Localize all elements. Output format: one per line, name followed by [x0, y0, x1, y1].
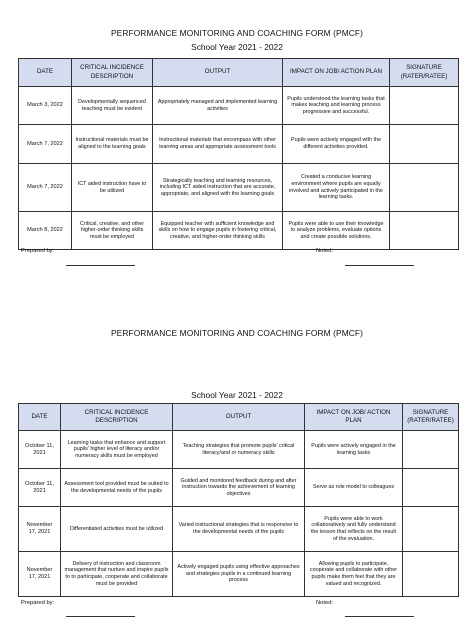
cell-date: November 17, 2021 [19, 507, 61, 552]
table-row [19, 212, 459, 250]
noted-signature-line [345, 265, 414, 266]
school-year: School Year 2021 - 2022 [191, 42, 283, 52]
cell-date: March 7, 2022 [19, 164, 72, 212]
cell-critical: Developmentally sequenced teaching must be evident [72, 87, 153, 125]
cell-impact: Pupils were able to use their knowledge to analyze problems, evaluate options and create possible solutions. [283, 212, 390, 250]
cell-signature [403, 507, 459, 552]
header-date: DATE [19, 404, 61, 431]
cell-critical: Learning tasks that enhance and support pupils' higher level of literacy and/or numeracy skills must be employed [61, 431, 173, 469]
form-title: PERFORMANCE MONITORING AND COACHING FORM (PMCF) [110, 28, 364, 38]
prepared-by-label: Prepared by: [21, 600, 55, 606]
cell-signature [390, 87, 459, 125]
cell-output: Equipped teacher with sufficient knowledge and skills on how to engage pupils in fostering critical, creative, and higher-order thinking skills [153, 212, 283, 250]
header-date: DATE [19, 59, 72, 87]
school-year: School Year 2021 - 2022 [191, 390, 283, 400]
cell-impact: Pupils were able to work collaboratively and fully understand the lesson that reflects on the result of the evaluation. [305, 507, 403, 552]
header-impact: IMPACT ON JOB/ ACTION PLAN [305, 404, 403, 431]
cell-date: November 17, 2021 [19, 552, 61, 597]
pmcf-table [18, 58, 459, 250]
cell-date: March 3, 2022 [19, 87, 72, 125]
cell-critical: Critical, creative, and other higher-order thinking skills must be employed [72, 212, 153, 250]
table-row [19, 507, 459, 552]
cell-date: October 11, 2021 [19, 431, 61, 469]
cell-signature [390, 125, 459, 164]
cell-output: Instructional materials that encompass with other learning areas and appropriate assessment tools [153, 125, 283, 164]
cell-impact: Allowing pupils to participate, cooperate and collaborate with other pupils make them feel that they are valued and recognized. [305, 552, 403, 597]
table-header-row [19, 59, 459, 87]
prepared-by-signature-line [66, 265, 135, 266]
noted-label: Noted: [316, 248, 334, 254]
cell-signature [403, 431, 459, 469]
cell-critical: Assessment tool provided must be suited to the developmental needs of the pupils [61, 469, 173, 507]
cell-output: Actively engaged pupils using effective approaches and strategies pupils in a continued learning process [173, 552, 305, 597]
cell-signature [390, 164, 459, 212]
cell-impact: Pupils understood the learning tasks that makes teaching and learning process progressive and successful. [283, 87, 390, 125]
cell-output: Varied instructional strategies that is responsive to the developmental needs of the pupils [173, 507, 305, 552]
table-row [19, 431, 459, 469]
noted-signature-line [345, 616, 414, 617]
cell-impact: Pupils were actively engaged in the learning tasks [305, 431, 403, 469]
cell-signature [403, 469, 459, 507]
cell-signature [390, 212, 459, 250]
cell-output: Guided and monitored feedback during and after instruction towards the achievement of learning objectives [173, 469, 305, 507]
header-critical-incidence: CRITICAL INCIDENCE DESCRIPTION [61, 404, 173, 431]
form-title: PERFORMANCE MONITORING AND COACHING FORM (PMCF) [110, 328, 364, 338]
table-row [19, 125, 459, 164]
cell-signature [403, 552, 459, 597]
header-critical-incidence: CRITICAL INCIDENCE DESCRIPTION [72, 59, 153, 87]
table-row [19, 552, 459, 597]
cell-date: March 7, 2022 [19, 125, 72, 164]
cell-date: March 8, 2022 [19, 212, 72, 250]
header-output: OUTPUT [173, 404, 305, 431]
pmcf-table [18, 403, 459, 597]
noted-label: Noted: [316, 600, 334, 606]
cell-output: Teaching strategies that promote pupils' critical literacy/and or numeracy skills [173, 431, 305, 469]
prepared-by-signature-line [66, 616, 135, 617]
header-output: OUTPUT [153, 59, 283, 87]
cell-impact: Pupils were actively engaged with the different activities provided. [283, 125, 390, 164]
table-row [19, 87, 459, 125]
cell-critical: Instructional materials must be aligned to the learning goals [72, 125, 153, 164]
header-signature: SIGNATURE (RATER/RATEE) [403, 404, 459, 431]
cell-output: Strategically teaching and learning resources, including ICT aided instruction that are accurate, appropriate, and aligned with the learning goals [153, 164, 283, 212]
cell-critical: ICT aided instruction have to be utilized [72, 164, 153, 212]
cell-impact: Serve as role model to colleagues [305, 469, 403, 507]
cell-impact: Created a conducive learning environment where pupils are equally involved and actively participated in the learning tasks. [283, 164, 390, 212]
header-impact: IMPACT ON JOB/ ACTION PLAN [283, 59, 390, 87]
header-signature: SIGNATURE (RATER/RATEE) [390, 59, 459, 87]
prepared-by-label: Prepared by: [21, 248, 55, 254]
table-row [19, 164, 459, 212]
table-row [19, 469, 459, 507]
table-header-row [19, 404, 459, 431]
cell-output: Appropriately managed and implemented learning activities [153, 87, 283, 125]
cell-critical: Differentiated activities must be utilized [61, 507, 173, 552]
cell-critical: Delivery of instruction and classroom management that nurture and inspire pupils to to participate, cooperate and collaborate must be provided [61, 552, 173, 597]
cell-date: October 11, 2021 [19, 469, 61, 507]
